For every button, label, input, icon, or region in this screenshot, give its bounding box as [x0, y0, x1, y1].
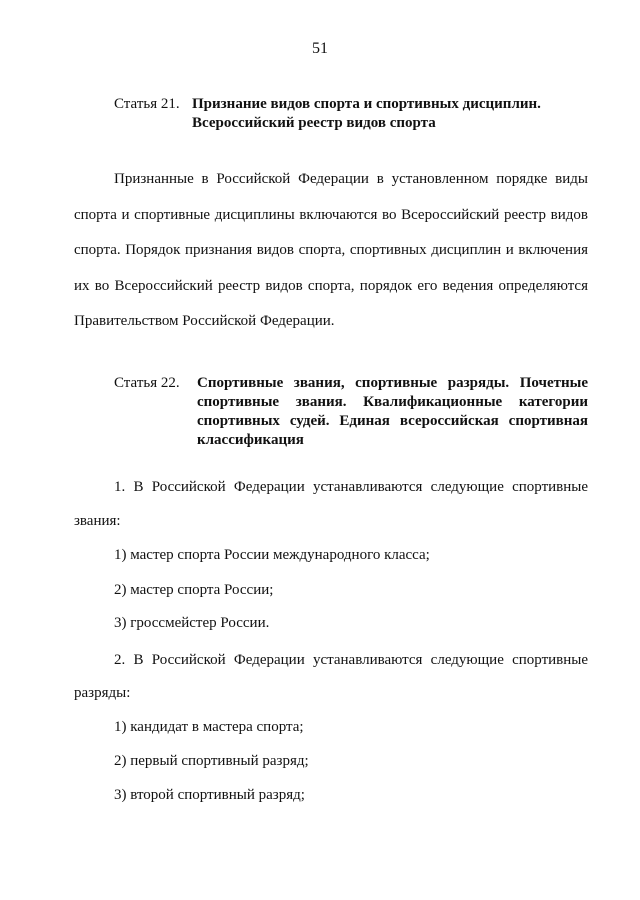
- title-item-1: 1) мастер спорта России международного класса;: [114, 547, 430, 563]
- rank-item-3: 3) второй спортивный разряд;: [114, 787, 305, 803]
- rank-item-1: 1) кандидат в мастера спорта;: [114, 719, 304, 735]
- page-number: 51: [312, 40, 328, 57]
- article-22-point-1-line-2: звания:: [74, 513, 121, 529]
- article-22-point-1-line-1: 1. В Российской Федерации устанавливаются следующие спортивные: [114, 479, 588, 495]
- rank-item-2: 2) первый спортивный разряд;: [114, 753, 309, 769]
- article-21-title: [114, 95, 588, 133]
- article-22-point-2-line-1: 2. В Российской Федерации устанавливаются следующие спортивные: [114, 652, 588, 668]
- title-item-2: 2) мастер спорта России;: [114, 582, 274, 598]
- article-21-heading: [114, 95, 588, 133]
- article-22-heading: [114, 374, 588, 450]
- title-item-3: 3) гроссмейстер России.: [114, 615, 270, 631]
- article-21-title-line-2: Всероссийский реестр видов спорта: [192, 115, 436, 131]
- article-21-title-line-1: Признание видов спорта и спортивных дисциплин.: [192, 96, 541, 112]
- article-22-title: Спортивные звания, спортивные разряды. Почетные спортивные звания. Квалификационные категории спортивных судей. Единая всероссийская спортивная классификация: [197, 375, 588, 448]
- article-22-label: Статья 22.: [114, 375, 180, 391]
- article-21-label: Статья 21.: [114, 96, 180, 112]
- article-22-point-2-line-2: разряды:: [74, 685, 131, 701]
- article-21-paragraph: Признанные в Российской Федерации в установленном порядке виды спорта и спортивные дисциплины включаются во Всероссийский реестр видов спорта. Порядок признания видов спорта, спортивных дисциплин и включения их во Всероссийский реестр видов спорта, порядок его ведения определяются Правительством Российской Федерации.: [74, 171, 588, 329]
